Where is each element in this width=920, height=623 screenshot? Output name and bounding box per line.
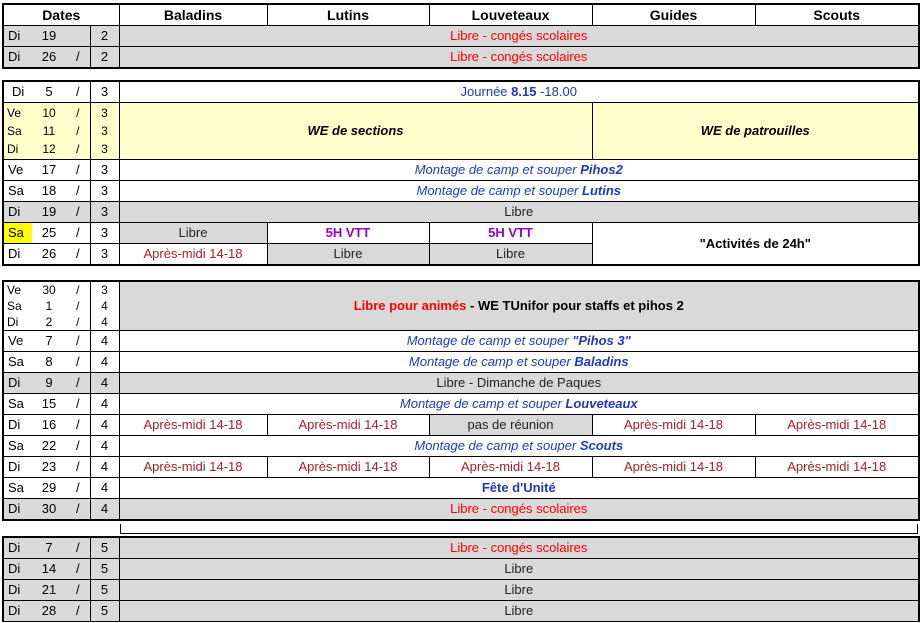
day-cell[interactable]: Di — [3, 47, 32, 69]
table-row — [3, 537, 919, 559]
day-ve: Ve — [7, 283, 22, 297]
sep-cell[interactable]: / — [66, 331, 90, 352]
event-text-red: Libre pour animés — [353, 298, 471, 313]
day-cell[interactable]: Di — [3, 415, 32, 436]
event-cell[interactable]: Libre — [119, 580, 919, 601]
date-11: 11 — [42, 124, 56, 138]
event-cell[interactable] — [119, 394, 919, 415]
day-cell[interactable]: Di — [3, 580, 32, 601]
table-row — [3, 223, 919, 244]
table-row — [3, 415, 919, 436]
event-cell[interactable]: Libre - Dimanche de Paques — [119, 373, 919, 394]
date-cell[interactable]: 9 — [32, 373, 66, 394]
table-row — [3, 601, 919, 622]
sep-cell[interactable]: / — [66, 181, 90, 202]
scouts-cell[interactable]: Après-midi 14-18 — [755, 457, 919, 478]
table-row — [3, 394, 919, 415]
date-10: 10 — [42, 106, 56, 120]
louveteaux-cell[interactable]: Après-midi 14-18 — [429, 457, 592, 478]
month-b: 4 — [101, 299, 108, 313]
table-block-2 — [2, 80, 920, 266]
guides-cell[interactable]: Après-midi 14-18 — [592, 415, 755, 436]
event-text: Montage de camp et souper — [414, 438, 580, 453]
louveteaux-cell[interactable]: 5H VTT — [429, 223, 592, 244]
day-cell[interactable]: Di — [3, 202, 32, 223]
event-cell[interactable] — [119, 281, 919, 331]
event-text: Journée — [460, 84, 512, 99]
date-cell[interactable]: 18 — [32, 181, 66, 202]
day-cell[interactable]: Di — [3, 81, 32, 103]
sep-cell[interactable]: / — [66, 352, 90, 373]
sep-cell[interactable]: / — [66, 436, 90, 457]
day-cell[interactable]: Di — [3, 537, 32, 559]
header-dates[interactable]: Dates — [3, 4, 119, 26]
sep-cell[interactable]: / — [66, 499, 90, 521]
date-cell[interactable]: 28 — [32, 601, 66, 622]
month-cell[interactable]: 3 — [90, 160, 119, 181]
date-1: 1 — [45, 299, 53, 313]
day-cell[interactable]: Di — [3, 559, 32, 580]
month-a: 3 — [101, 106, 108, 120]
day-cell[interactable]: Sa — [3, 181, 32, 202]
sep-cell[interactable]: / — [66, 415, 90, 436]
event-text: Montage de camp et souper — [416, 183, 582, 198]
event-cell[interactable]: Libre - congés scolaires — [119, 537, 919, 559]
table-row — [3, 160, 919, 181]
month-cell[interactable]: 2 — [90, 47, 119, 69]
event-group: Pihos2 — [580, 162, 623, 177]
day-cell[interactable]: Ve — [3, 160, 32, 181]
table-row — [3, 181, 919, 202]
day-sa: Sa — [7, 124, 22, 138]
table-row — [3, 457, 919, 478]
month-cell[interactable]: 3 — [90, 202, 119, 223]
date-cell[interactable]: 30 — [32, 499, 66, 521]
date-cell[interactable]: 22 — [32, 436, 66, 457]
baladins-cell[interactable]: Après-midi 14-18 — [119, 415, 267, 436]
day-cell[interactable]: Sa — [3, 478, 32, 499]
event-cell[interactable] — [119, 352, 919, 373]
date-cell[interactable]: 5 — [32, 81, 66, 103]
month-cell[interactable]: 5 — [90, 580, 119, 601]
month-cell[interactable]: 5 — [90, 559, 119, 580]
header-guides[interactable]: Guides — [592, 4, 755, 26]
event-cell[interactable]: Libre — [119, 601, 919, 622]
month-cell[interactable]: 4 — [90, 415, 119, 436]
event-group: Louveteaux — [565, 396, 638, 411]
day-cell-highlight[interactable]: Sa — [3, 223, 32, 244]
date-cell[interactable]: 19 — [32, 202, 66, 223]
we-sections-cell[interactable]: WE de sections — [119, 103, 592, 160]
day-cell[interactable]: Sa — [3, 394, 32, 415]
sep-cell[interactable]: / — [66, 160, 90, 181]
table-row — [3, 580, 919, 601]
date-cell[interactable]: 29 — [32, 478, 66, 499]
sep-cell[interactable]: / — [66, 81, 90, 103]
header-scouts[interactable]: Scouts — [755, 4, 919, 26]
table-row — [3, 499, 919, 521]
sep-cell[interactable]: / — [66, 47, 90, 69]
date-cell[interactable]: 26 — [32, 47, 66, 69]
month-cell[interactable]: 2 — [90, 26, 119, 47]
event-cell[interactable] — [119, 181, 919, 202]
lutins-cell[interactable]: Après-midi 14-18 — [267, 415, 429, 436]
month-cell[interactable]: 3 — [90, 181, 119, 202]
guides-scouts-cell[interactable]: "Activités de 24h" — [592, 223, 919, 266]
event-cell[interactable] — [119, 331, 919, 352]
day-cell[interactable]: Di — [3, 26, 32, 47]
day-cell[interactable]: Ve — [3, 331, 32, 352]
event-text: Montage de camp et souper — [408, 354, 575, 369]
month-a: 3 — [101, 283, 108, 297]
sep-cell[interactable]: / / / — [66, 281, 90, 331]
day-cell[interactable]: Di — [3, 601, 32, 622]
sep-cell[interactable]: / — [66, 202, 90, 223]
table-row — [3, 81, 919, 103]
month-cell[interactable] — [90, 103, 119, 160]
month-cell[interactable]: 4 — [90, 436, 119, 457]
event-cell[interactable] — [119, 160, 919, 181]
date-cell[interactable]: 8 — [32, 352, 66, 373]
table-row — [3, 373, 919, 394]
lutins-cell[interactable]: Libre — [267, 244, 429, 266]
day-cell[interactable]: Di — [3, 244, 32, 266]
month-cell[interactable]: 4 — [90, 499, 119, 521]
month-cell[interactable]: 5 — [90, 537, 119, 559]
month-cell[interactable]: 3 — [90, 81, 119, 103]
date-cell[interactable]: 14 — [32, 559, 66, 580]
day-cell[interactable]: Di — [3, 457, 32, 478]
louveteaux-cell[interactable]: pas de réunion — [429, 415, 592, 436]
event-text: Montage de camp et souper — [414, 162, 581, 177]
table-row — [3, 331, 919, 352]
table-row — [3, 436, 919, 457]
day-cell[interactable] — [3, 103, 32, 160]
date-cell[interactable] — [32, 103, 66, 160]
header-baladins[interactable]: Baladins — [119, 4, 267, 26]
sep-cell[interactable]: / — [66, 601, 90, 622]
month-cell[interactable]: 4 — [90, 478, 119, 499]
month-cell[interactable] — [90, 281, 119, 331]
event-cell[interactable]: Libre - congés scolaires — [119, 26, 919, 47]
month-cell[interactable]: 4 — [90, 331, 119, 352]
event-group: Baladins — [574, 354, 629, 369]
date-cell[interactable]: 25 — [32, 223, 66, 244]
month-c: 3 — [101, 142, 108, 156]
sep-cell[interactable]: / — [66, 559, 90, 580]
baladins-cell[interactable]: Après-midi 14-18 — [119, 244, 267, 266]
table-row-we — [3, 103, 919, 160]
guides-cell[interactable]: Après-midi 14-18 — [592, 457, 755, 478]
event-group: Lutins — [582, 183, 621, 198]
event-cell[interactable]: Libre - congés scolaires — [119, 499, 919, 521]
lutins-cell[interactable]: 5H VTT — [267, 223, 429, 244]
spacer-row — [120, 524, 918, 534]
header-louveteaux[interactable]: Louveteaux — [429, 4, 592, 26]
table-row — [3, 352, 919, 373]
event-group: Scouts — [579, 438, 624, 453]
day-cell[interactable]: Di — [3, 499, 32, 521]
sep-cell[interactable]: / — [66, 373, 90, 394]
date-cell[interactable]: 19 — [32, 26, 66, 47]
table-row-we — [3, 281, 919, 331]
month-cell[interactable]: 4 — [90, 457, 119, 478]
event-cell[interactable] — [119, 81, 919, 103]
table-block-1 — [2, 3, 920, 69]
we-patrouilles-cell[interactable]: WE de patrouilles — [592, 103, 919, 160]
date-cell[interactable]: 15 — [32, 394, 66, 415]
header-row — [3, 4, 919, 26]
month-c: 4 — [101, 315, 108, 329]
table-block-4 — [2, 536, 920, 622]
date-cell[interactable]: 21 — [32, 580, 66, 601]
event-cell[interactable]: Fête d'Unité — [119, 478, 919, 499]
event-time-end: -18.00 — [536, 84, 577, 99]
day-cell[interactable] — [3, 281, 32, 331]
table-row — [3, 26, 919, 47]
month-cell[interactable]: 4 — [90, 352, 119, 373]
month-cell[interactable]: 5 — [90, 601, 119, 622]
event-text: Montage de camp et souper — [399, 396, 566, 411]
date-cell[interactable]: 7 — [32, 537, 66, 559]
date-30: 30 — [42, 283, 56, 297]
louveteaux-cell[interactable]: Libre — [429, 244, 592, 266]
day-cell[interactable]: Di — [3, 373, 32, 394]
sep-cell[interactable]: / / / — [66, 103, 90, 160]
date-12: 12 — [42, 142, 56, 156]
lutins-cell[interactable]: Après-midi 14-18 — [267, 457, 429, 478]
table-block-3 — [2, 280, 920, 521]
event-text: - WE TUnifor pour staffs et pihos 2 — [470, 298, 684, 313]
day-di: Di — [7, 315, 19, 329]
day-ve: Ve — [7, 106, 22, 120]
date-2: 2 — [45, 315, 53, 329]
sep-cell[interactable] — [66, 26, 90, 47]
event-cell[interactable]: Libre - congés scolaires — [119, 47, 919, 69]
table-row — [3, 559, 919, 580]
event-text: Montage de camp et souper — [406, 333, 573, 348]
header-lutins[interactable]: Lutins — [267, 4, 429, 26]
scouts-cell[interactable]: Après-midi 14-18 — [755, 415, 919, 436]
event-cell[interactable] — [119, 436, 919, 457]
date-cell[interactable]: 7 — [32, 331, 66, 352]
table-row — [3, 47, 919, 69]
month-cell[interactable]: 4 — [90, 373, 119, 394]
sep-cell[interactable]: / — [66, 457, 90, 478]
table-row — [3, 478, 919, 499]
month-b: 3 — [101, 124, 108, 138]
sep-cell[interactable]: / — [66, 580, 90, 601]
event-cell[interactable]: Libre — [119, 559, 919, 580]
event-group: "Pihos 3" — [572, 333, 631, 348]
sep-cell[interactable]: / — [66, 244, 90, 266]
month-cell[interactable]: 3 — [90, 244, 119, 266]
day-cell[interactable]: Sa — [3, 436, 32, 457]
sep-cell[interactable]: / — [66, 394, 90, 415]
date-cell[interactable]: 16 — [32, 415, 66, 436]
date-cell[interactable]: 26 — [32, 244, 66, 266]
date-cell[interactable]: 17 — [32, 160, 66, 181]
baladins-cell[interactable]: Libre — [119, 223, 267, 244]
event-cell[interactable]: Libre — [119, 202, 919, 223]
baladins-cell[interactable]: Après-midi 14-18 — [119, 457, 267, 478]
month-cell[interactable]: 4 — [90, 394, 119, 415]
day-cell[interactable]: Sa — [3, 352, 32, 373]
date-cell[interactable] — [32, 281, 66, 331]
date-cell[interactable]: 23 — [32, 457, 66, 478]
day-sa: Sa — [7, 299, 22, 313]
sep-cell[interactable]: / — [66, 537, 90, 559]
event-time-start: 8.15 — [511, 84, 537, 99]
month-cell[interactable]: 3 — [90, 223, 119, 244]
day-di: Di — [7, 142, 19, 156]
table-row — [3, 202, 919, 223]
sep-cell[interactable]: / — [66, 223, 90, 244]
sep-cell[interactable]: / — [66, 478, 90, 499]
